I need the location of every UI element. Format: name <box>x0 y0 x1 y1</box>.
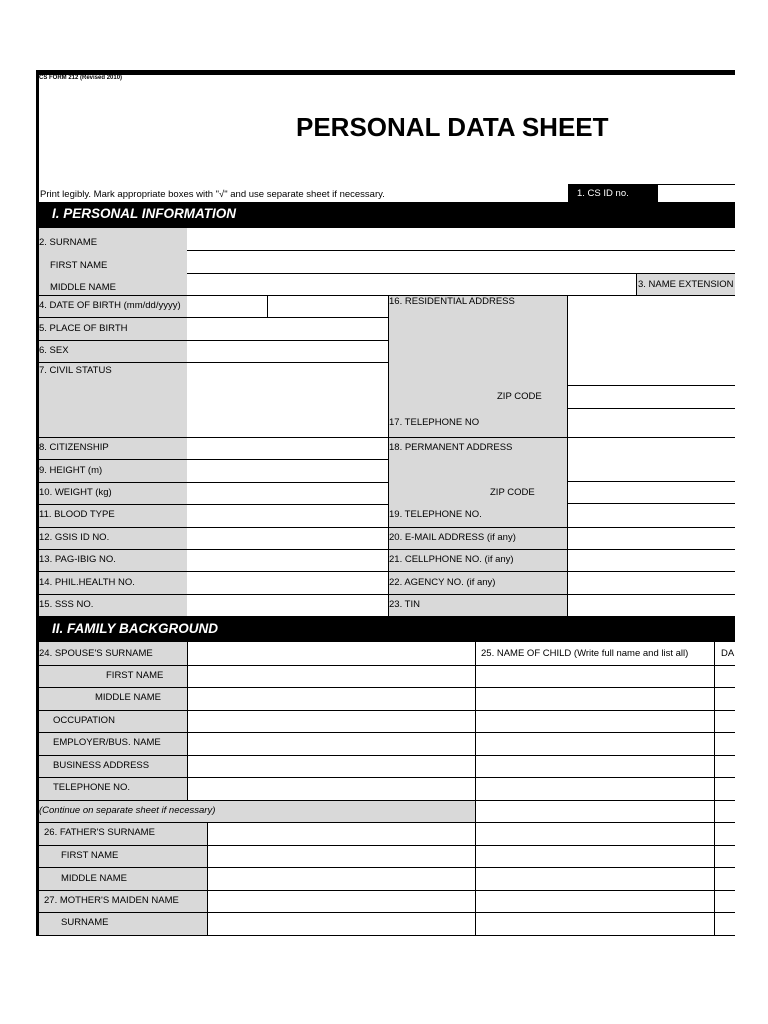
sex-label: 6. SEX <box>39 345 69 356</box>
first-name-field[interactable] <box>188 251 735 273</box>
children-dob-field[interactable] <box>715 666 735 935</box>
height-field[interactable] <box>188 460 388 482</box>
cellphone-field[interactable] <box>568 550 735 571</box>
business-address-label: BUSINESS ADDRESS <box>53 760 150 771</box>
occupation-field[interactable] <box>188 711 475 732</box>
dob-field[interactable] <box>268 296 388 317</box>
cs-id-field[interactable] <box>658 184 735 202</box>
employer-field[interactable] <box>188 733 475 755</box>
cs-id-label: 1. CS ID no. <box>577 188 629 199</box>
mother-maiden-name-field[interactable] <box>208 891 475 912</box>
blood-type-field[interactable] <box>188 505 388 527</box>
spouse-telephone-field[interactable] <box>188 778 475 800</box>
pob-label: 5. PLACE OF BIRTH <box>39 323 128 334</box>
permanent-address-label: 18. PERMANENT ADDRESS <box>389 442 513 453</box>
telephone-19-label: 19. TELEPHONE NO. <box>389 509 482 520</box>
zip-code-field-2[interactable] <box>568 482 735 503</box>
personal-mid-labels <box>388 295 568 616</box>
father-surname-label: 26. FATHER'S SURNAME <box>44 827 155 838</box>
page-title: PERSONAL DATA SHEET <box>296 112 609 142</box>
col-line <box>636 273 637 295</box>
mother-surname-field[interactable] <box>208 913 475 935</box>
telephone-17-field[interactable] <box>568 409 735 437</box>
sex-field[interactable] <box>188 341 388 362</box>
residential-address-field[interactable] <box>568 296 735 385</box>
occupation-label: OCCUPATION <box>53 715 115 726</box>
telephone-17-label: 17. TELEPHONE NO <box>389 417 480 428</box>
employer-label: EMPLOYER/BUS. NAME <box>53 737 161 748</box>
father-middle-name-field[interactable] <box>208 868 475 890</box>
permanent-address-field[interactable] <box>568 438 735 481</box>
spouse-surname-field[interactable] <box>188 643 475 665</box>
children-names-field[interactable] <box>476 666 714 935</box>
zip-code-label-2: ZIP CODE <box>490 487 535 498</box>
business-address-field[interactable] <box>188 756 475 777</box>
section-family-title: II. FAMILY BACKGROUND <box>52 621 219 636</box>
agency-no-field[interactable] <box>568 572 735 594</box>
gsis-field[interactable] <box>188 528 388 549</box>
email-label: 20. E-MAIL ADDRESS (if any) <box>389 532 516 543</box>
email-field[interactable] <box>568 528 735 549</box>
telephone-19-field[interactable] <box>568 504 735 527</box>
father-first-name-field[interactable] <box>208 846 475 867</box>
citizenship-field[interactable] <box>188 438 388 459</box>
col-line <box>388 295 389 616</box>
form-code: CS FORM 212 (Revised 2010) <box>39 75 123 81</box>
pagibig-label: 13. PAG-IBIG NO. <box>39 554 116 565</box>
philhealth-field[interactable] <box>188 572 388 594</box>
first-name-label: FIRST NAME <box>50 260 108 271</box>
height-label: 9. HEIGHT (m) <box>39 465 103 476</box>
civil-status-label: 7. CIVIL STATUS <box>39 365 112 376</box>
surname-field[interactable] <box>188 228 735 250</box>
children-header: 25. NAME OF CHILD (Write full name and list all) <box>481 648 689 659</box>
mother-surname-label: SURNAME <box>61 917 109 928</box>
philhealth-label: 14. PHIL.HEALTH NO. <box>39 577 135 588</box>
top-border <box>36 70 735 75</box>
gsis-label: 12. GSIS ID NO. <box>39 532 110 543</box>
mother-maiden-name-label: 27. MOTHER'S MAIDEN NAME <box>44 895 179 906</box>
continue-note: (Continue on separate sheet if necessary) <box>39 805 216 816</box>
spouse-first-name-field[interactable] <box>188 666 475 687</box>
blood-type-label: 11. BLOOD TYPE <box>39 509 115 520</box>
spouse-telephone-label: TELEPHONE NO. <box>53 782 131 793</box>
residential-address-label: 16. RESIDENTIAL ADDRESS <box>389 296 515 307</box>
father-surname-field[interactable] <box>208 823 475 845</box>
row-line <box>39 935 735 936</box>
dob-label: 4. DATE OF BIRTH (mm/dd/yyyy) <box>39 300 181 311</box>
surname-label: 2. SURNAME <box>39 237 98 248</box>
sss-field[interactable] <box>188 595 388 616</box>
child-dob-header: DA <box>721 648 735 659</box>
weight-label: 10. WEIGHT (kg) <box>39 487 112 498</box>
instructions: Print legibly. Mark appropriate boxes with "√" and use separate sheet if necessary. <box>40 189 385 200</box>
name-extension-label: 3. NAME EXTENSION <box>638 280 734 290</box>
sss-label: 15. SSS NO. <box>39 599 94 610</box>
cellphone-label: 21. CELLPHONE NO. (if any) <box>389 554 514 565</box>
weight-field[interactable] <box>188 483 388 504</box>
father-first-name-label: FIRST NAME <box>61 850 119 861</box>
section-personal-info-title: I. PERSONAL INFORMATION <box>52 206 237 221</box>
spouse-middle-name-field[interactable] <box>188 688 475 710</box>
pob-field[interactable] <box>188 318 388 340</box>
civil-status-field[interactable] <box>188 363 388 437</box>
spouse-surname-label: 24. SPOUSE'S SURNAME <box>39 648 153 659</box>
middle-name-label: MIDDLE NAME <box>50 282 116 293</box>
agency-no-label: 22. AGENCY NO. (if any) <box>389 577 496 588</box>
citizenship-label: 8. CITIZENSHIP <box>39 442 109 453</box>
spouse-first-name-label: FIRST NAME <box>106 670 164 681</box>
middle-name-field[interactable] <box>188 274 636 295</box>
spouse-middle-name-label: MIDDLE NAME <box>95 692 161 703</box>
pagibig-field[interactable] <box>188 550 388 571</box>
tin-field[interactable] <box>568 595 735 616</box>
father-middle-name-label: MIDDLE NAME <box>61 873 127 884</box>
tin-label: 23. TIN <box>389 599 420 610</box>
zip-code-field-1[interactable] <box>568 386 735 408</box>
zip-code-label-1: ZIP CODE <box>497 391 542 402</box>
